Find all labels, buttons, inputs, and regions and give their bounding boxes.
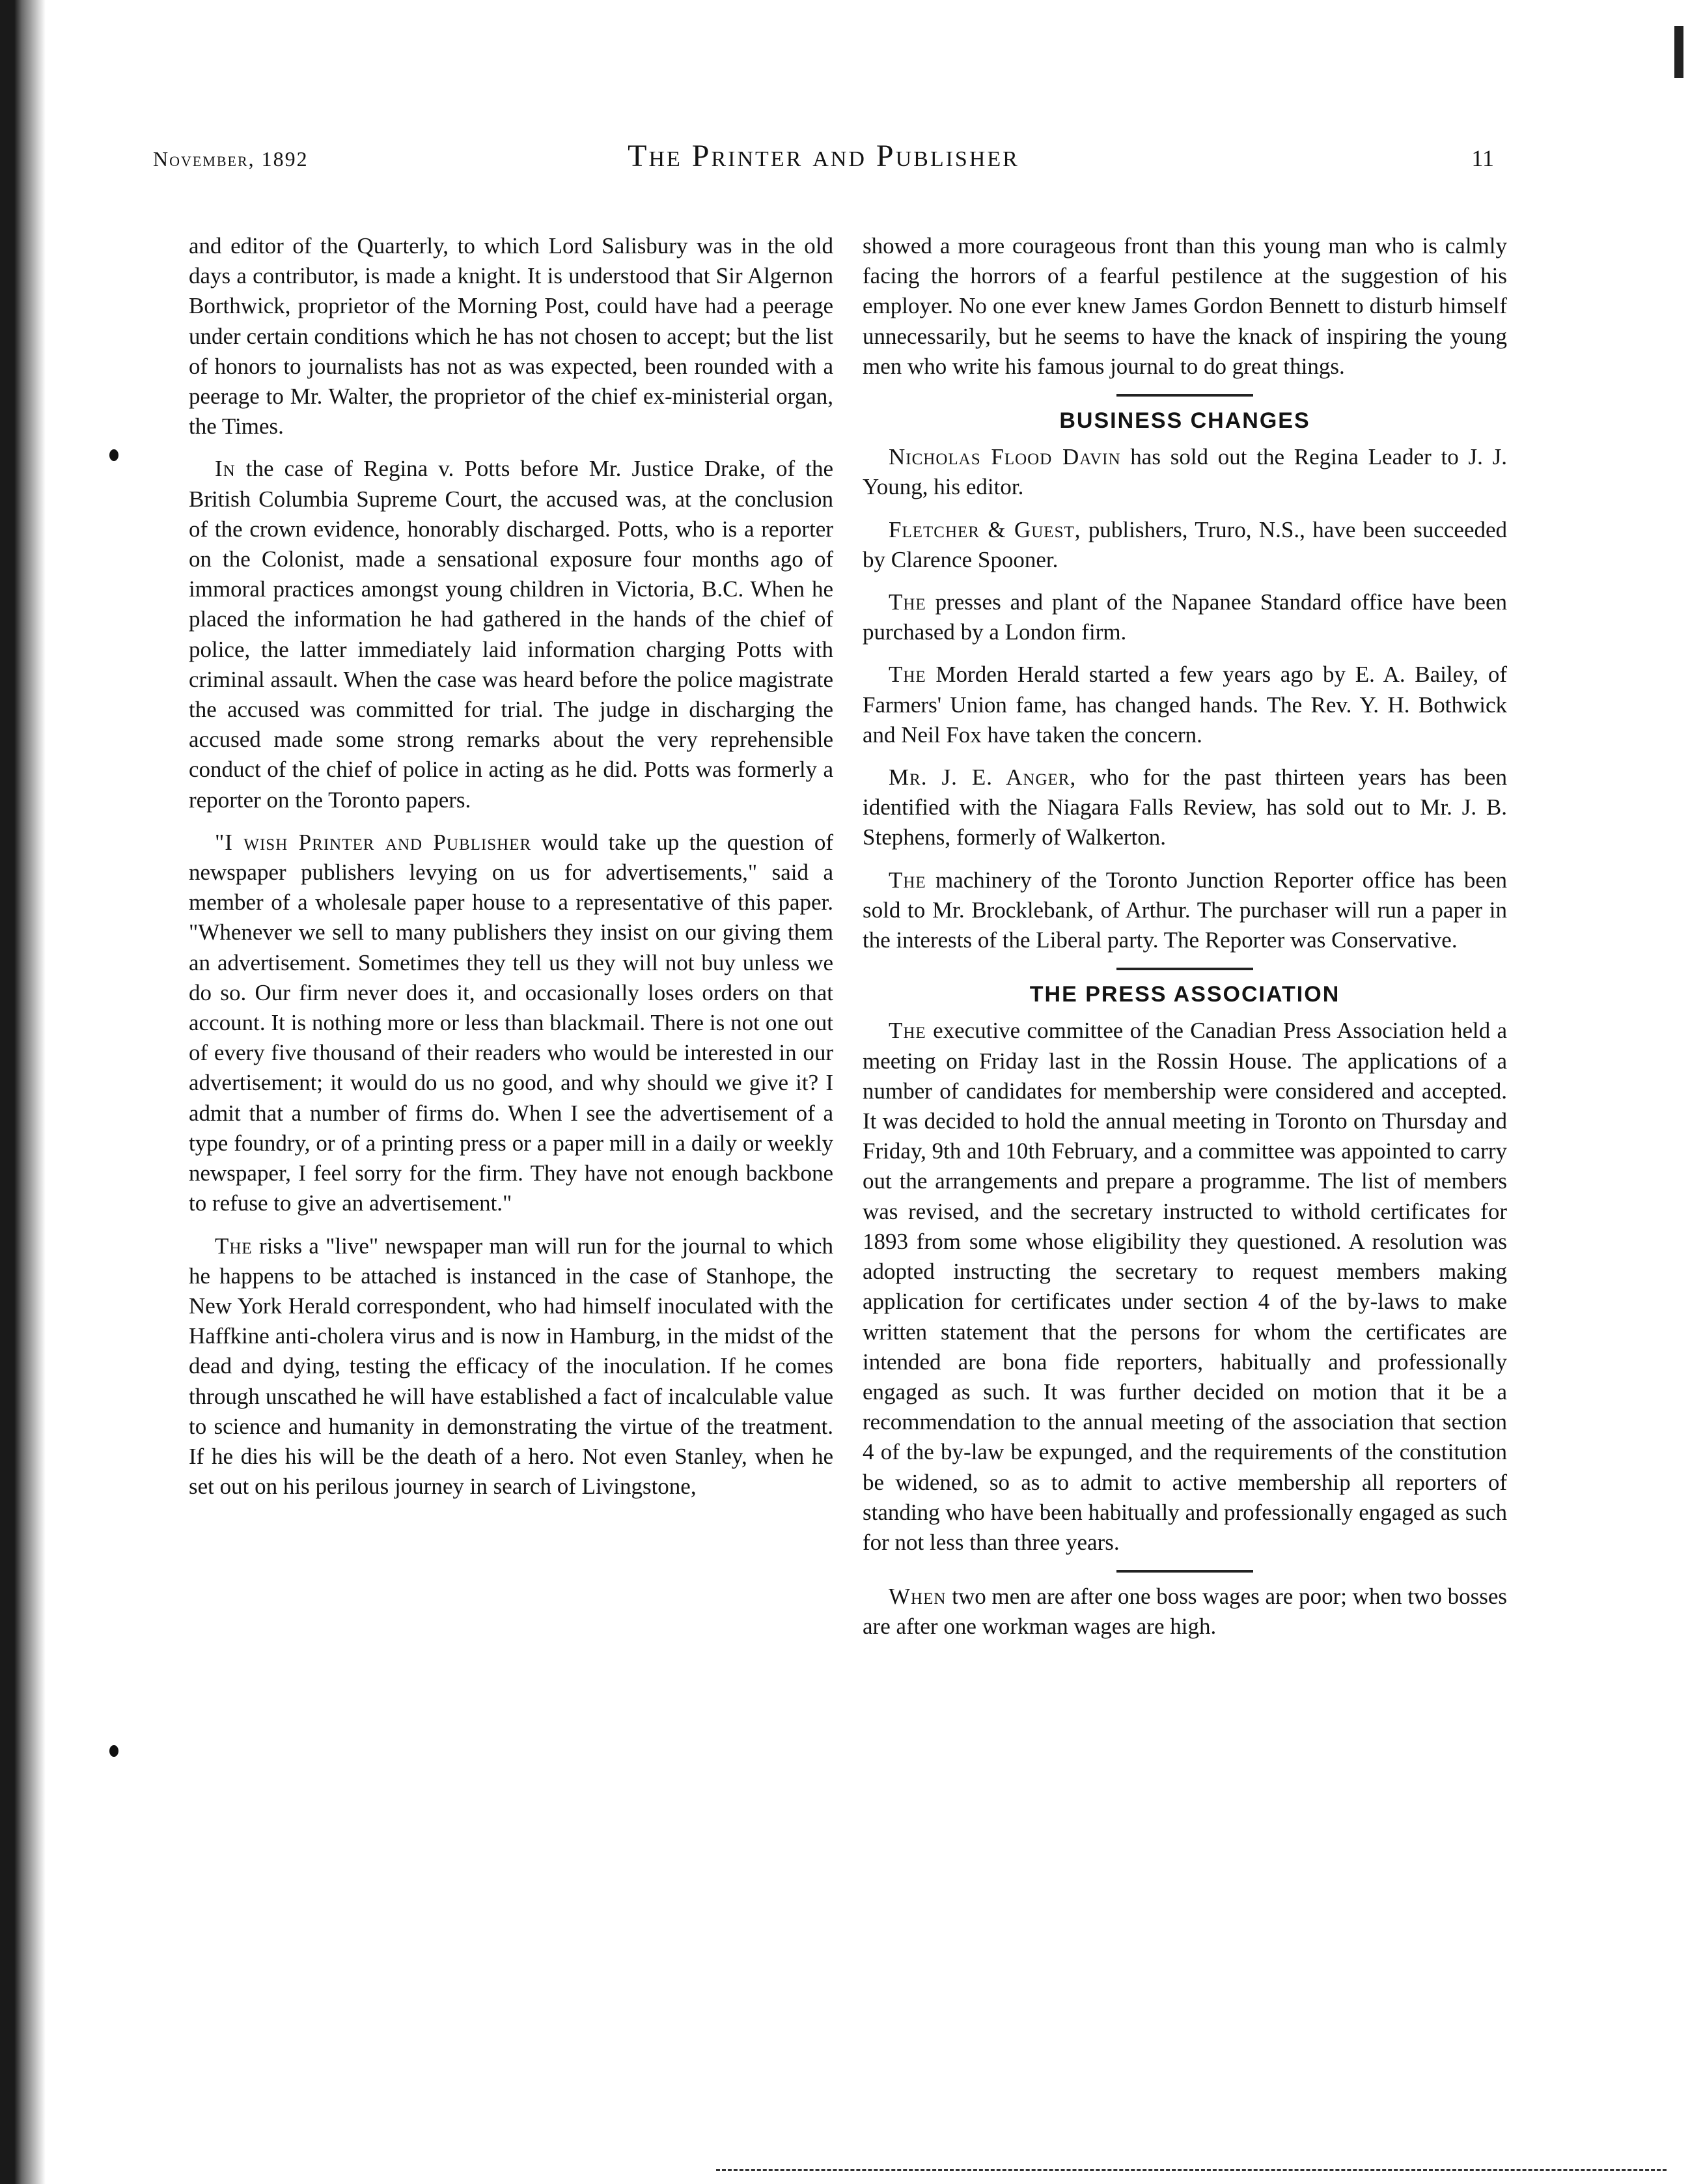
publication-title: The Printer and Publisher: [628, 139, 1019, 173]
paragraph: In the case of Regina v. Potts before Mr. Justice Drake, of the British Columbia Supreme Court, the accused was, at the conclusion of the crown evidence, honorably discharged. Potts, who is a reporter on the Colonist, made a sensational exposure four months ago of immoral practices amongst young children in Victoria, B.C. When he placed the information he had gathered in the hands of the chief of police, the latter immediately laid information charging Potts with criminal assault. When the case was heard before the police magistrate the accused was committed for trial. The judge in discharging the accused made some strong remarks about the very reprehensible conduct of the chief of police in acting as he did. Potts was formerly a reporter on the Toronto papers.: [189, 456, 834, 813]
section-rule: [1116, 394, 1253, 397]
paragraph: Fletcher & Guest, publishers, Truro, N.S., have been succeeded by Clarence Spooner.: [863, 516, 1508, 572]
paragraph: The presses and plant of the Napanee Standard office have been purchased by a London firm.: [863, 589, 1507, 645]
paragraph: "I wish Printer and Publisher would take up the question of newspaper publishers levying on us for advertisements," said a member of a wholesale paper house to a representative of this paper. "Whenever we sell to many publishers they insist on our giving them an advertisement. Sometimes they tell us they will not buy unless we do so. Our firm never does it, and occasionally loses orders on that account. It is nothing more or less than blackmail. There is not one out of every five thousand of their readers who would be interested in our advertisement; it would do us no good, and why should we give it? I admit that a number of firms do. When I see the advertisement of a type foundry, or of a printing press or a paper mill in a daily or weekly newspaper, I feel sorry for the firm. They have not enough backbone to refuse to give an advertisement.": [189, 829, 834, 1216]
edge-mark: [1674, 26, 1683, 78]
section-heading-business-changes: BUSINESS CHANGES: [1059, 408, 1310, 434]
page-header: [153, 138, 1494, 177]
margin-mark: [109, 1745, 118, 1757]
paragraph: The executive committee of the Canadian Press Association held a meeting on Friday last in the Rossin House. The applications of a number of candidates for membership were considered and accepted. It was decided to hold the annual meeting in Toronto on Thursday and Friday, 9th and 10th February, and a committee was appointed to carry out the arrangements and prepare a programme. The list of members was revised, and the secretary instructed to withold certificates for 1893 from some whose eligibility they questioned. A resolution was adopted instructing the secretary to request members making application for certificates under section 4 of the by-laws to make written statement that the persons for whom the certificates are intended are bona fide reporters, habitually and professionally engaged as such. It was further decided on motion that it be a recommendation to the annual meeting of the association that section 4 of the by-law be expunged, and the requirements of the constitution be widened, so as to admit to active membership all reporters of standing who have been habitually and professionally engaged as such for not less than three years.: [863, 1018, 1507, 1555]
paragraph: The Morden Herald started a few years ago by E. A. Bailey, of Farmers' Union fame, has changed hands. The Rev. Y. H. Bothwick and Neil Fox have taken the concern.: [863, 662, 1507, 748]
binding-edge: [0, 0, 46, 2184]
issue-date: November, 1892: [153, 147, 309, 171]
left-column: [189, 231, 833, 1514]
bottom-edge-marks: [716, 2169, 1667, 2176]
page-number: 11: [1471, 145, 1494, 171]
margin-mark: [109, 449, 118, 461]
paragraph: showed a more courageous front than this young man who is calmly facing the horrors of a fearful pestilence at the suggestion of his employer. No one ever knew James Gordon Bennett to disturb himself unnecessarily, but he seems to have the knack of inspiring the young men who write his famous journal to do great things.: [863, 233, 1507, 379]
paragraph: The risks a "live" newspaper man will run for the journal to which he happens to be attached is instanced in the case of Stanhope, the New York Herald correspondent, who had himself inoculated with the Haffkine anti-cholera virus and is now in Hamburg, in the midst of the dead and dying, testing the efficacy of the inoculation. If he comes through unscathed he will have established a fact of incalculable value to science and humanity in demonstrating the virtue of the treatment. If he dies his will be the death of a hero. Not even Stanley, when he set out on his perilous journey in search of Livingstone,: [189, 1233, 834, 1500]
section-rule: [1116, 1570, 1253, 1573]
paragraph: Mr. J. E. Anger, who for the past thirteen years has been identified with the Niagara Falls Review, has sold out to Mr. J. B. Stephens, formerly of Walkerton.: [863, 764, 1508, 850]
section-heading-press-association: THE PRESS ASSOCIATION: [1029, 982, 1340, 1007]
paragraph: Nicholas Flood Davin has sold out the Regina Leader to J. J. Young, his editor.: [863, 444, 1507, 500]
paragraph: When two men are after one boss wages are poor; when two bosses are after one workman wages are high.: [863, 1584, 1508, 1640]
right-column: [863, 231, 1507, 1655]
paragraph: and editor of the Quarterly, to which Lord Salisbury was in the old days a contributor, is made a knight. It is understood that Sir Algernon Borthwick, proprietor of the Morning Post, could have had a peerage under certain conditions which he has not chosen to accept; but the list of honors to journalists has not as was expected, been rounded with a peerage to Mr. Walter, the proprietor of the chief ex-ministerial organ, the Times.: [189, 233, 833, 440]
section-rule: [1116, 968, 1253, 970]
paragraph: The machinery of the Toronto Junction Reporter office has been sold to Mr. Brocklebank, of Arthur. The purchaser will run a paper in the interests of the Liberal party. The Reporter was Conservative.: [863, 867, 1507, 953]
